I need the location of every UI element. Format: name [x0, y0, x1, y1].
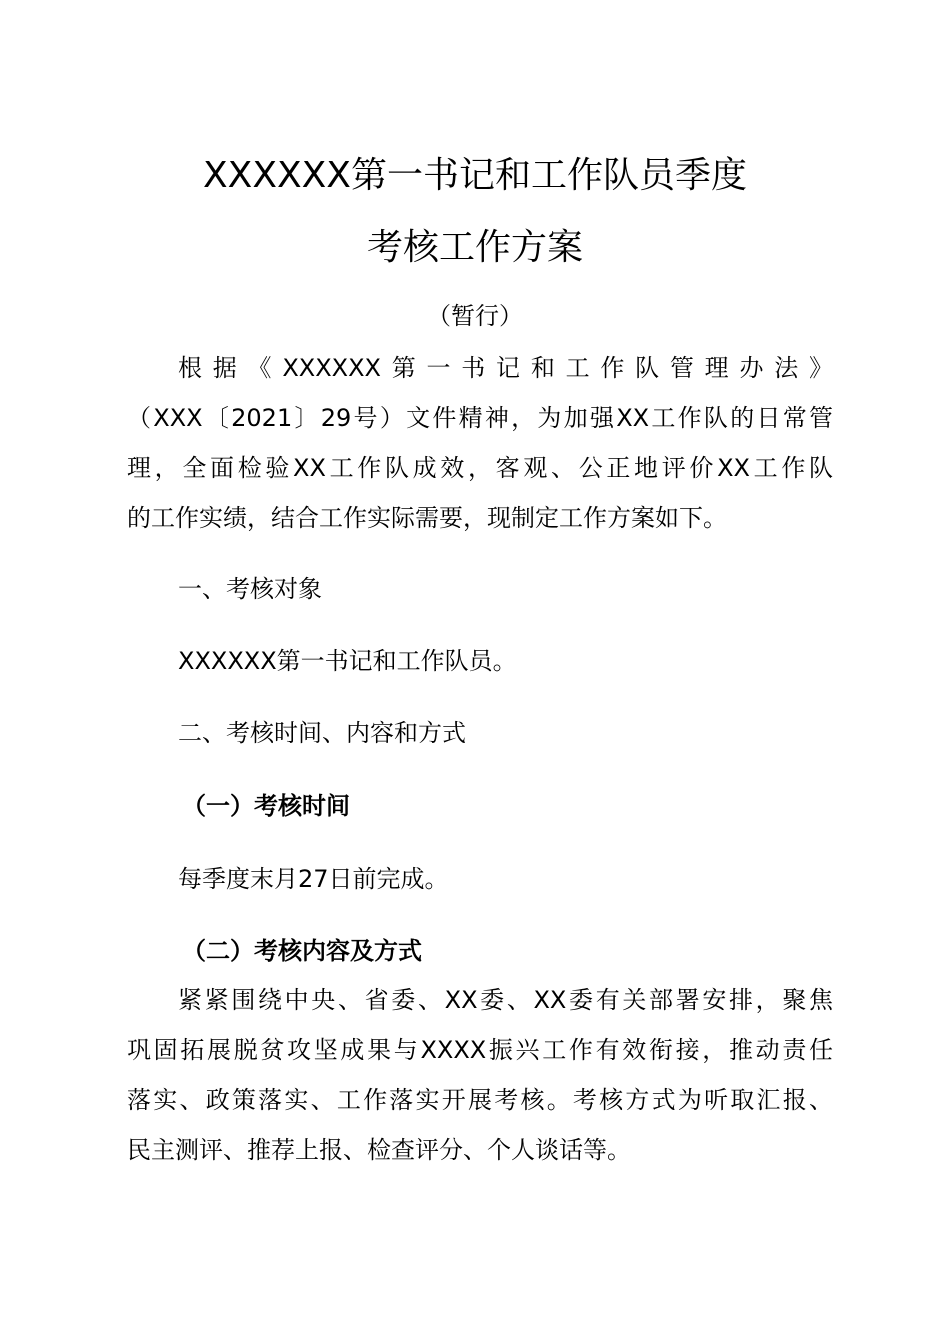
intro-paragraph [127, 343, 833, 543]
subsection-1-heading: （一）考核时间 [182, 792, 350, 820]
sub2-line-3: 落实、政策落实、工作落实开展考核。考核方式为听取汇报、 [127, 1086, 833, 1114]
sub2-line-4: 民主测评、推荐上报、检查评分、个人谈话等。 [127, 1136, 631, 1164]
subsection-2-paragraph [127, 975, 833, 1175]
document-title-line-1: XXXXXX第一书记和工作队员季度 [203, 155, 747, 196]
sub2-line-2: 巩固拓展脱贫攻坚成果与XXXX振兴工作有效衔接，推动责任 [127, 1036, 833, 1064]
intro-line-2: （XXX〔2021〕29号）文件精神，为加强XX工作队的日常管 [127, 404, 833, 432]
document-title-line-2: 考核工作方案 [366, 227, 583, 268]
subsection-1-body: 每季度末月27日前完成。 [178, 865, 449, 893]
subsection-2-heading: （二）考核内容及方式 [182, 937, 422, 965]
sub2-line-1: 紧紧围绕中央、省委、XX委、XX委有关部署安排，聚焦 [178, 986, 833, 1014]
intro-line-1: 根据《XXXXXX第一书记和工作队管理办法》 [178, 354, 833, 382]
section-2-heading: 二、考核时间、内容和方式 [178, 719, 466, 747]
section-1-body: XXXXXX第一书记和工作队员。 [178, 647, 517, 675]
section-1-heading: 一、考核对象 [178, 575, 322, 603]
document-subtitle: （暂行） [427, 302, 523, 330]
intro-line-4: 的工作实绩，结合工作实际需要，现制定工作方案如下。 [127, 504, 727, 532]
intro-line-3: 理，全面检验XX工作队成效，客观、公正地评价XX工作队 [127, 454, 833, 482]
